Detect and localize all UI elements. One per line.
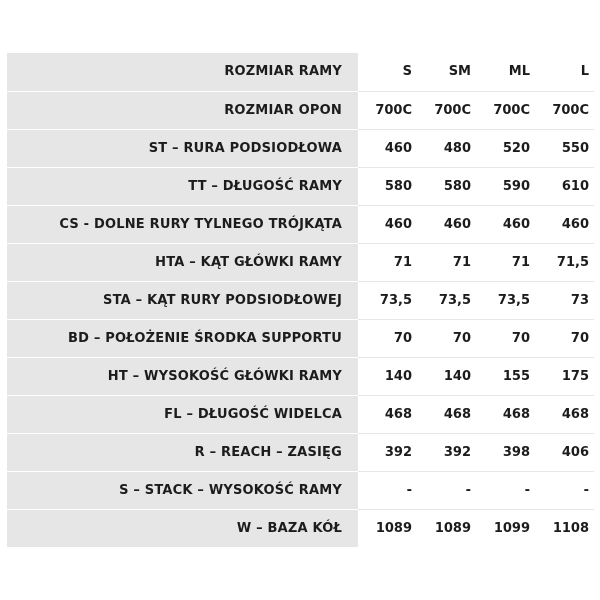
- table-row: [7, 167, 594, 205]
- cell-value: 392: [358, 433, 417, 471]
- cell-value: 70: [476, 319, 535, 357]
- table-row: [7, 395, 594, 433]
- cell-value: 580: [358, 167, 417, 205]
- cell-value: 700C: [535, 91, 594, 129]
- table-row: [7, 281, 594, 319]
- row-label: W – BAZA KÓŁ: [7, 509, 358, 547]
- cell-value: 460: [535, 205, 594, 243]
- cell-value: 700C: [417, 91, 476, 129]
- cell-value: 610: [535, 167, 594, 205]
- cell-value: 70: [358, 319, 417, 357]
- row-label: ST – RURA PODSIODŁOWA: [7, 129, 358, 167]
- cell-value: 398: [476, 433, 535, 471]
- cell-value: 71,5: [535, 243, 594, 281]
- cell-value: 71: [476, 243, 535, 281]
- cell-value: 71: [417, 243, 476, 281]
- cell-value: 468: [358, 395, 417, 433]
- cell-value: 520: [476, 129, 535, 167]
- cell-value: 1089: [375, 520, 412, 536]
- geometry-table-body: [7, 53, 594, 547]
- cell-value: 175: [535, 357, 594, 395]
- cell-value: 550: [535, 129, 594, 167]
- cell-value: 468: [476, 395, 535, 433]
- row-label: BD – POŁOŻENIE ŚRODKA SUPPORTU: [7, 319, 358, 357]
- cell-value: ML: [476, 53, 535, 91]
- cell-value: -: [476, 471, 535, 509]
- cell-value: 460: [417, 205, 476, 243]
- row-label: R – REACH – ZASIĘG: [7, 433, 358, 471]
- row-label: HT – WYSOKOŚĆ GŁÓWKI RAMY: [7, 357, 358, 395]
- table-row: [7, 319, 594, 357]
- table-row: [7, 243, 594, 281]
- row-label: STA – KĄT RURY PODSIODŁOWEJ: [7, 281, 358, 319]
- cell-value: 73,5: [417, 281, 476, 319]
- table-row: [7, 205, 594, 243]
- cell-value: 580: [417, 167, 476, 205]
- cell-value: -: [535, 471, 594, 509]
- table-row: [7, 53, 594, 91]
- cell-value: 71: [358, 243, 417, 281]
- cell-value: 468: [535, 395, 594, 433]
- geometry-table: [7, 53, 594, 547]
- table-row: [7, 357, 594, 395]
- cell-value: 468: [417, 395, 476, 433]
- cell-value: 460: [358, 205, 417, 243]
- table-row: [7, 433, 594, 471]
- cell-value: 140: [417, 357, 476, 395]
- cell-value: 70: [417, 319, 476, 357]
- cell-value: 155: [476, 357, 535, 395]
- cell-value: 460: [358, 129, 417, 167]
- table-row: [7, 509, 594, 547]
- cell-value: L: [535, 53, 594, 91]
- table-row: [7, 471, 594, 509]
- cell-value: 1089: [434, 520, 471, 536]
- table-row: [7, 91, 594, 129]
- cell-value: 700C: [358, 91, 417, 129]
- cell-value: 1108: [552, 520, 589, 536]
- row-label: TT – DŁUGOŚĆ RAMY: [7, 167, 358, 205]
- cell-value: 460: [476, 205, 535, 243]
- cell-value: 1099: [493, 520, 530, 536]
- cell-value: 406: [535, 433, 594, 471]
- row-label: S – STACK – WYSOKOŚĆ RAMY: [7, 471, 358, 509]
- cell-value: 480: [417, 129, 476, 167]
- cell-value: 73: [535, 281, 594, 319]
- row-label: ROZMIAR OPON: [7, 91, 358, 129]
- row-label: ROZMIAR RAMY: [7, 53, 358, 91]
- cell-value: -: [358, 471, 417, 509]
- cell-value: S: [358, 53, 417, 91]
- row-label: CS - DOLNE RURY TYLNEGO TRÓJKĄTA: [7, 205, 358, 243]
- cell-value: 700C: [476, 91, 535, 129]
- cell-value: 73,5: [358, 281, 417, 319]
- row-label: FL – DŁUGOŚĆ WIDELCA: [7, 395, 358, 433]
- cell-value: 70: [535, 319, 594, 357]
- cell-value: -: [417, 471, 476, 509]
- table-row: [7, 129, 594, 167]
- cell-value: 590: [476, 167, 535, 205]
- row-label: HTA – KĄT GŁÓWKI RAMY: [7, 243, 358, 281]
- cell-value: SM: [417, 53, 476, 91]
- cell-value: 392: [417, 433, 476, 471]
- cell-value: 73,5: [476, 281, 535, 319]
- cell-value: 140: [358, 357, 417, 395]
